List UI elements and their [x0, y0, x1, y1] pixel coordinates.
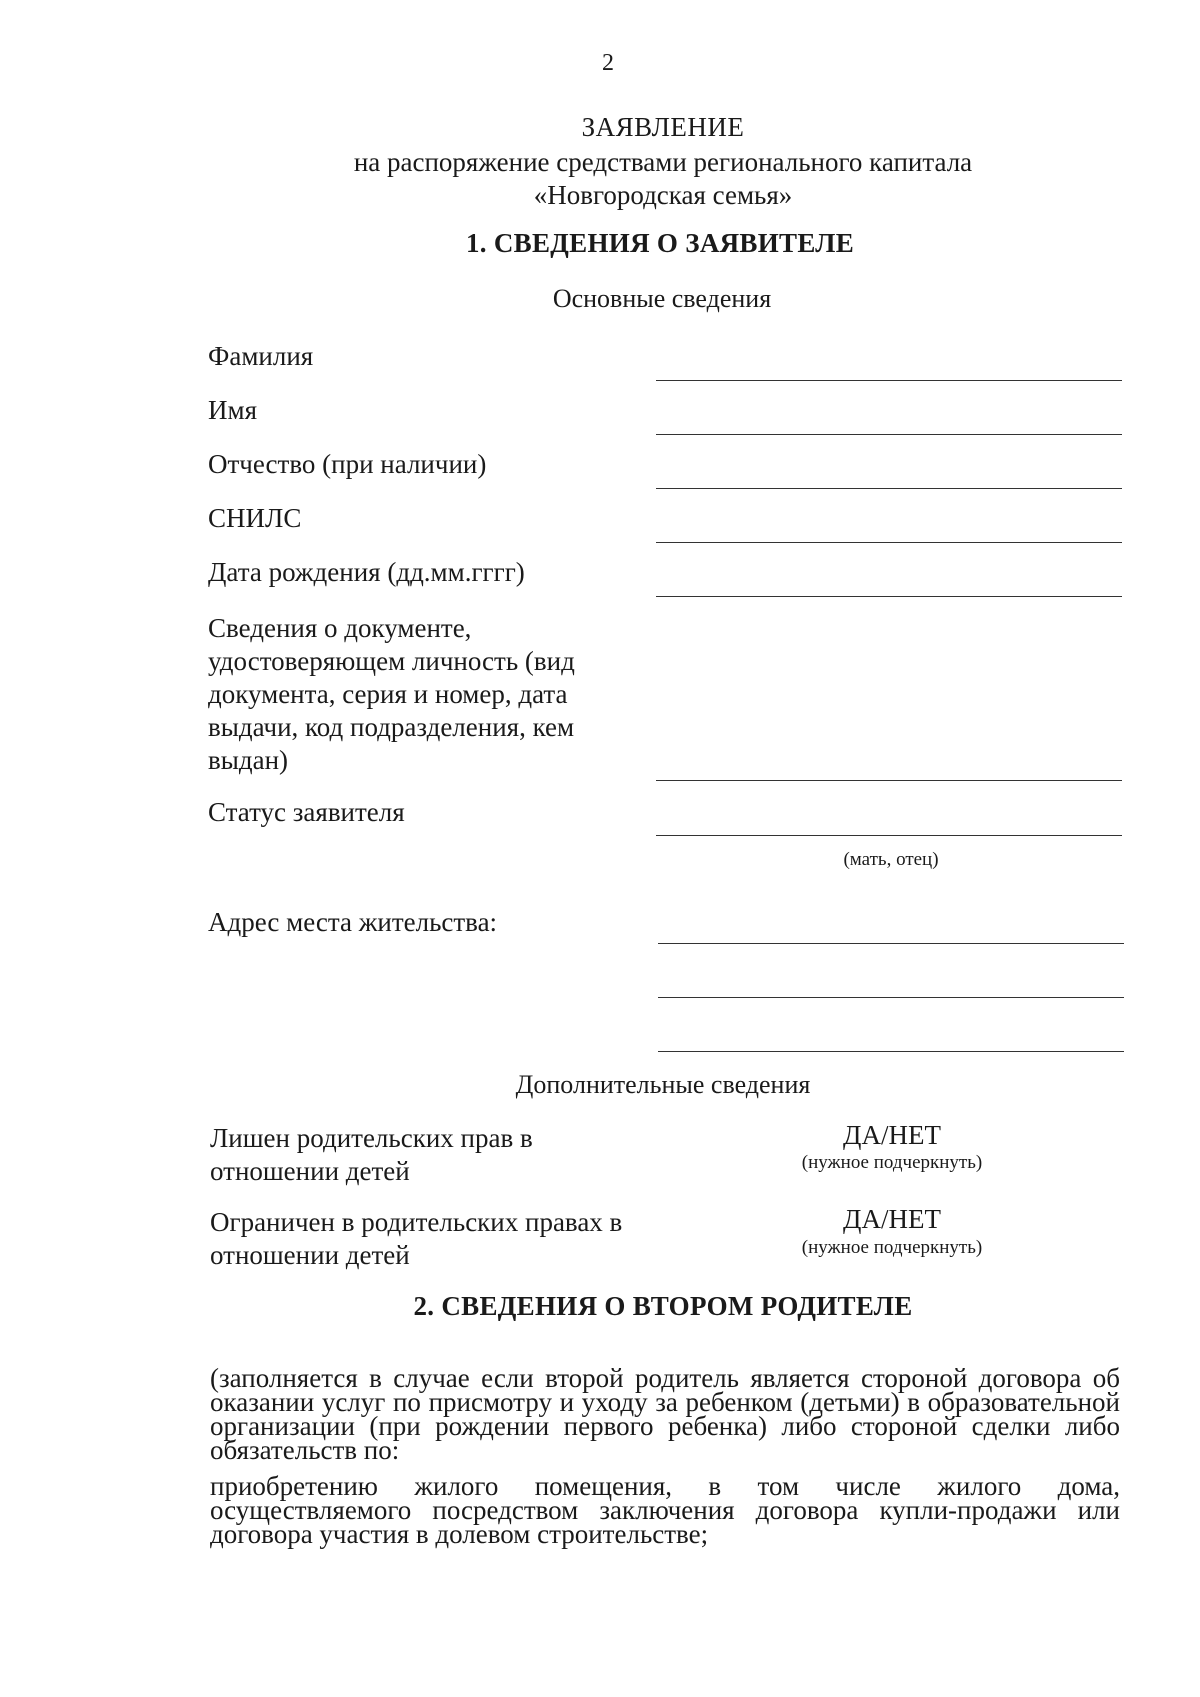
surname-label: Фамилия: [208, 341, 314, 371]
restricted-rights-label-line-2: отношении детей: [210, 1240, 410, 1270]
restricted-rights-label-line-1: Ограничен в родительских правах в: [210, 1207, 623, 1237]
applicant-status-label: Статус заявителя: [208, 797, 405, 827]
section-2-heading: 2. СВЕДЕНИЯ О ВТОРОМ РОДИТЕЛЕ: [413, 1291, 913, 1321]
deprived-rights-yes-no[interactable]: ДА/НЕТ: [843, 1120, 941, 1150]
deprived-rights-label-line-2: отношении детей: [210, 1156, 410, 1186]
id-document-label-line-1: Сведения о документе,: [208, 613, 472, 643]
id-document-label-line-3: документа, серия и номер, дата: [208, 679, 568, 709]
snils-label: СНИЛС: [208, 503, 302, 533]
birth-date-label: Дата рождения (дд.мм.гггг): [208, 557, 525, 587]
patronymic-field-line[interactable]: [656, 488, 1122, 489]
deprived-rights-hint: (нужное подчеркнуть): [801, 1152, 983, 1173]
id-document-label-line-5: выдан): [208, 745, 289, 775]
document-subtitle-line-1: на распоряжение средствами регионального капитала: [353, 147, 973, 177]
patronymic-label: Отчество (при наличии): [208, 449, 487, 479]
name-label: Имя: [208, 395, 258, 425]
section-1-heading: 1. СВЕДЕНИЯ О ЗАЯВИТЕЛЕ: [465, 228, 855, 258]
applicant-status-hint: (мать, отец): [843, 849, 939, 870]
restricted-rights-hint: (нужное подчеркнуть): [801, 1237, 983, 1258]
additional-info-subheading: Дополнительные сведения: [515, 1070, 811, 1099]
birth-date-field-line[interactable]: [656, 596, 1122, 597]
address-field-line-1[interactable]: [658, 943, 1124, 944]
id-document-field-line[interactable]: [656, 780, 1122, 781]
name-field-line[interactable]: [656, 434, 1122, 435]
address-field-line-3[interactable]: [658, 1051, 1124, 1052]
address-label: Адрес места жительства:: [208, 907, 498, 937]
deprived-rights-label-line-1: Лишен родительских прав в: [210, 1123, 533, 1153]
surname-field-line[interactable]: [656, 380, 1122, 381]
page-number: 2: [602, 50, 614, 76]
restricted-rights-yes-no[interactable]: ДА/НЕТ: [843, 1204, 941, 1234]
id-document-label-line-2: удостоверяющем личность (вид: [208, 646, 575, 676]
document-title: ЗАЯВЛЕНИЕ: [581, 112, 745, 142]
document-subtitle-line-2: «Новгородская семья»: [533, 180, 793, 210]
section-2-paragraph-2: приобретению жилого помещения, в том числе жилого дома, осуществляемого посредством заключения договора купли-продажи или договора участия в долевом строительстве;: [210, 1471, 1120, 1549]
section-2-paragraph-1: (заполняется в случае если второй родитель является стороной договора об оказании услуг по присмотру и уходу за ребенком (детьми) в образовательной организации (при рождении первого ребенка) либо стороной сделки либо обязательств по:: [210, 1363, 1120, 1465]
address-field-line-2[interactable]: [658, 997, 1124, 998]
main-info-subheading: Основные сведения: [552, 284, 772, 313]
applicant-status-field-line[interactable]: [656, 835, 1122, 836]
snils-field-line[interactable]: [656, 542, 1122, 543]
id-document-label-line-4: выдачи, код подразделения, кем: [208, 712, 575, 742]
